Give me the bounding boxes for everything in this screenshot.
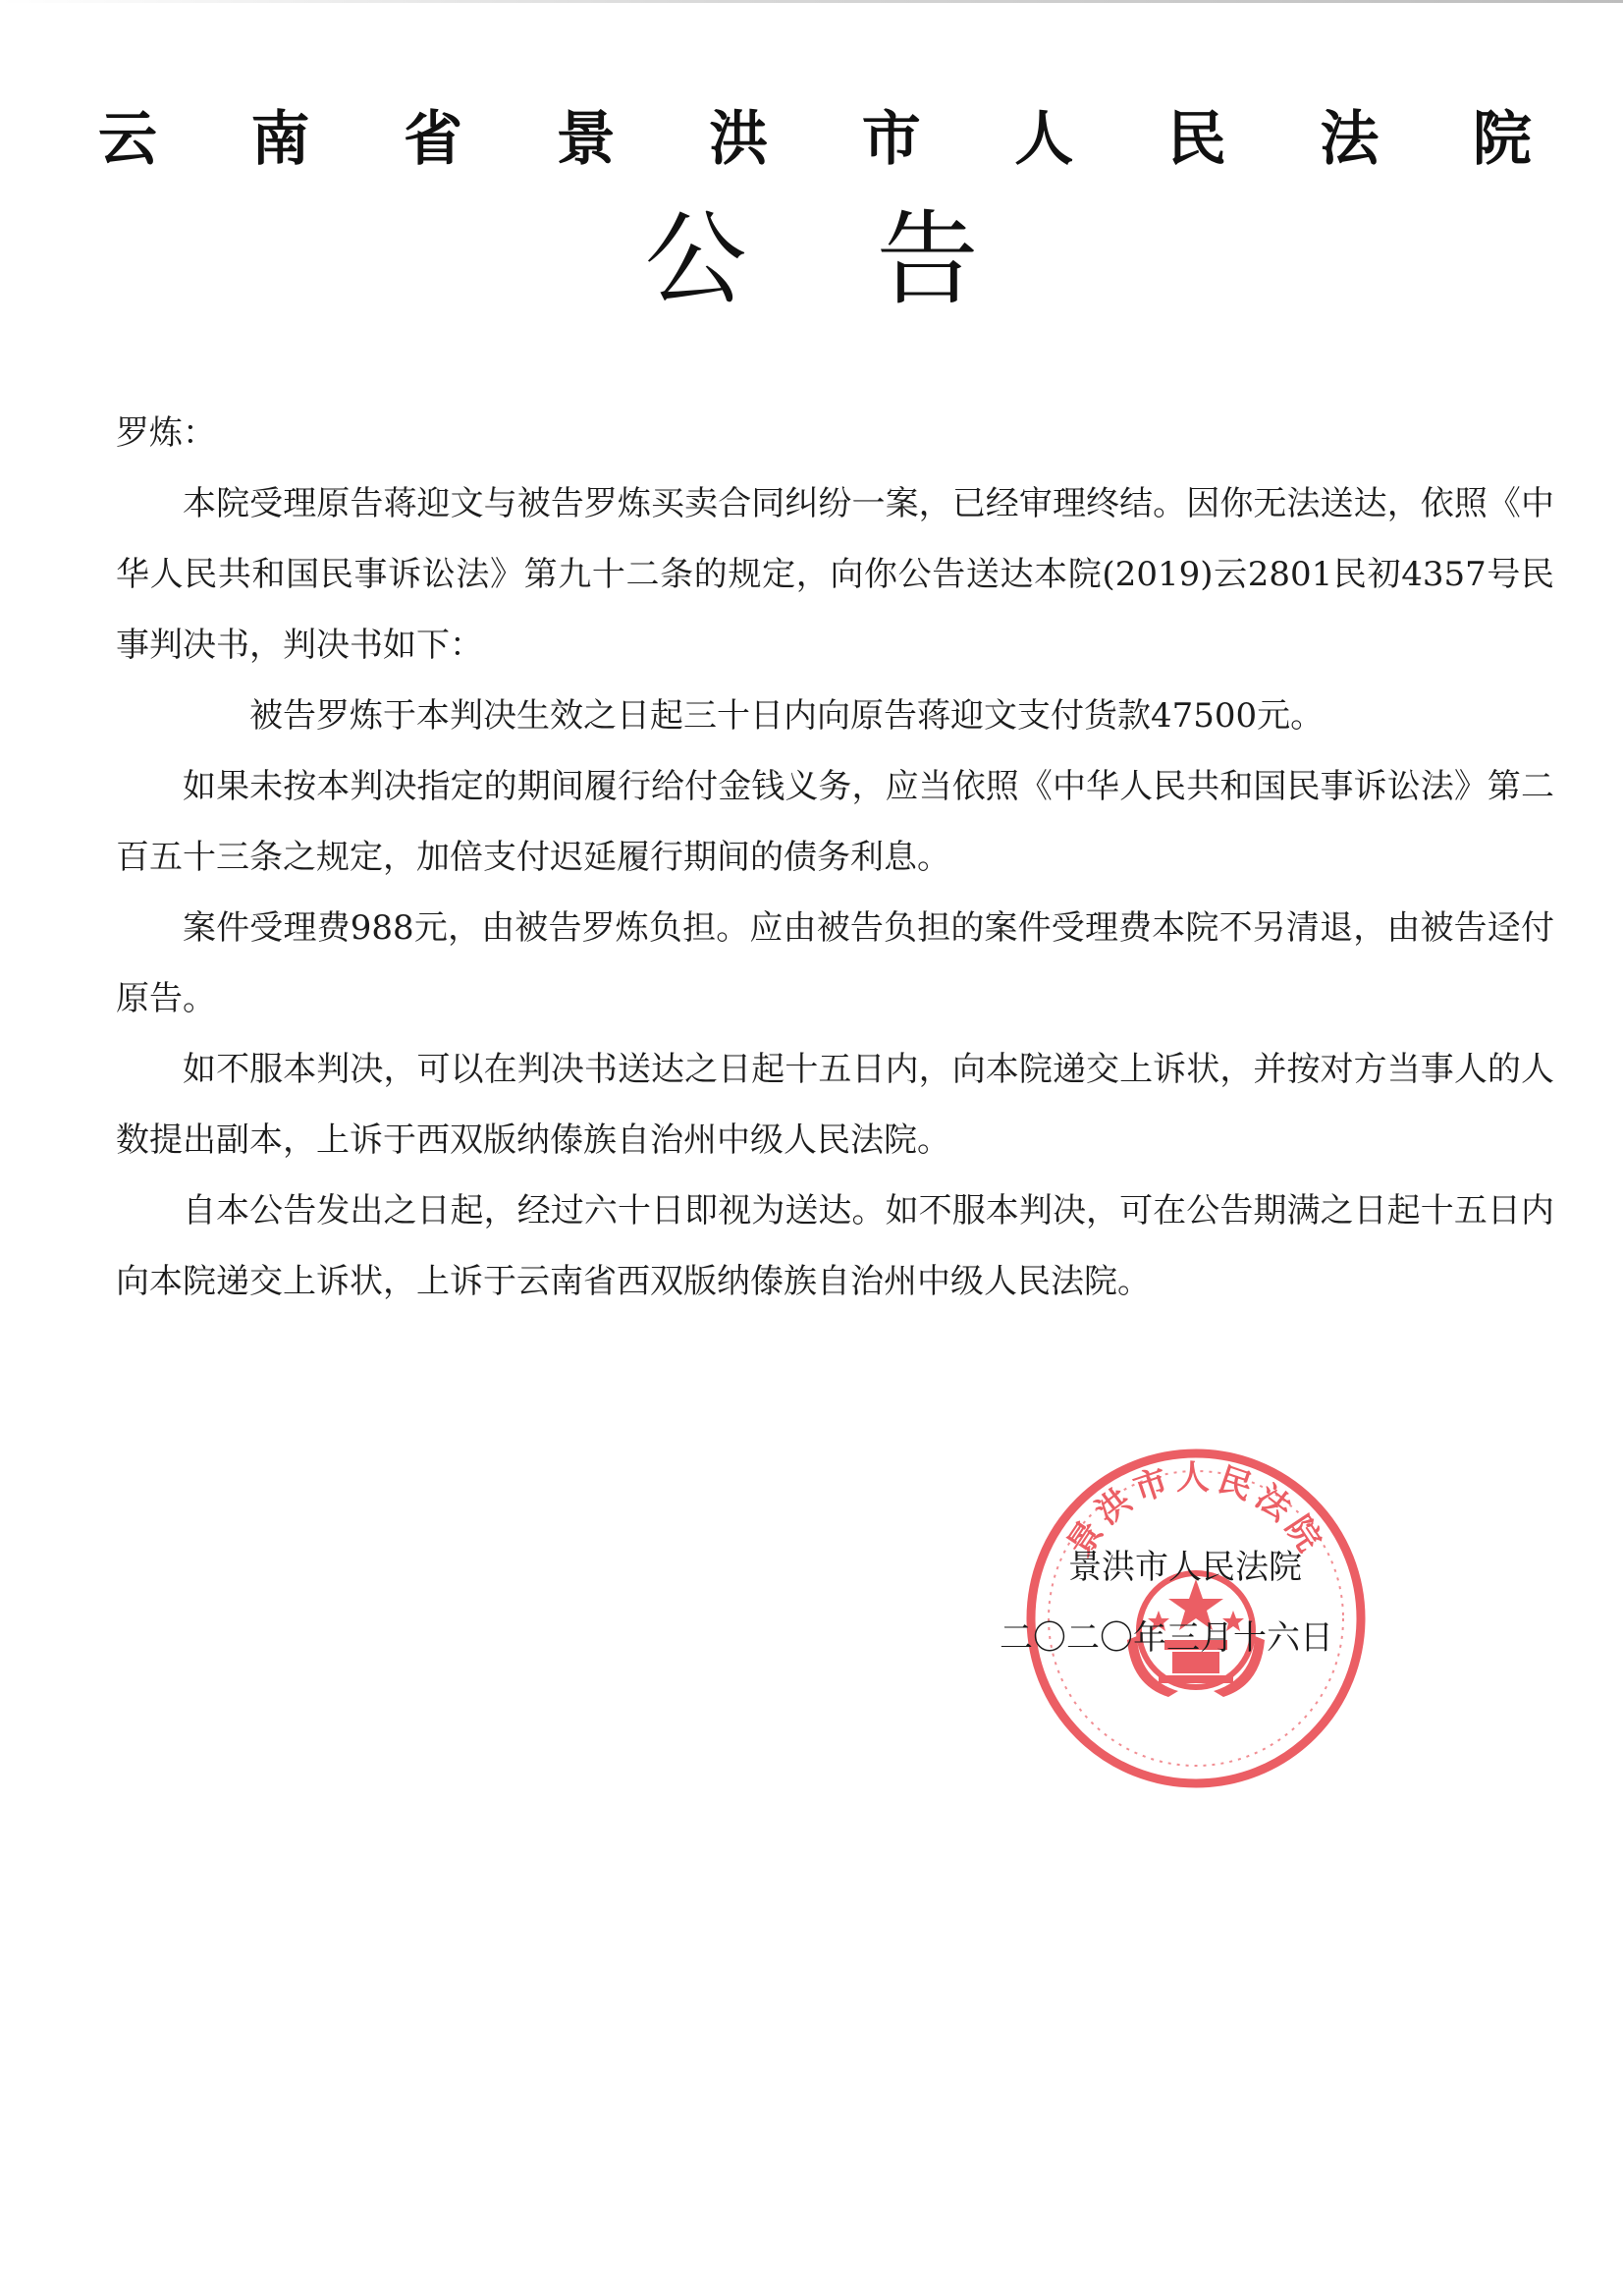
body-paragraph: 如不服本判决，可以在判决书送达之日起十五日内，向本院递交上诉状，并按对方当事人的人数提出副本，上诉于西双版纳傣族自治州中级人民法院。 <box>116 1050 1554 1160</box>
court-name-char: 院 <box>1472 105 1532 174</box>
court-name-char: 南 <box>250 105 310 174</box>
page-top-rule <box>0 0 1623 3</box>
salutation: 罗炼： <box>116 413 216 453</box>
court-name-char: 人 <box>1014 105 1074 174</box>
court-name-char: 法 <box>1320 105 1380 174</box>
seal-text: 景洪市人民法院 <box>1059 1458 1332 1564</box>
court-name-char: 民 <box>1166 105 1226 174</box>
notice-title-char: 公 <box>644 199 747 319</box>
signature-court: 景洪市人民法院 <box>1068 1548 1302 1587</box>
notice-body <box>116 398 1554 1317</box>
court-name-heading <box>98 90 1532 179</box>
judgment-paragraph: 被告罗炼于本判决生效之日起三十日内向原告蒋迎文支付货款47500元。 <box>249 696 1325 736</box>
notice-title-char: 告 <box>876 199 979 319</box>
court-name-char: 云 <box>98 105 157 174</box>
court-name-char: 省 <box>404 105 463 174</box>
signature-block <box>1000 1532 1412 1673</box>
court-name-char: 景 <box>556 105 616 174</box>
notice-title <box>0 177 1623 324</box>
body-paragraph: 自本公告发出之日起，经过六十日即视为送达。如不服本判决，可在公告期满之日起十五日内向本院递交上诉状，上诉于云南省西双版纳傣族自治州中级人民法院。 <box>116 1191 1554 1301</box>
court-name-char: 洪 <box>709 105 769 174</box>
body-paragraph: 案件受理费988元，由被告罗炼负担。应由被告负担的案件受理费本院不另清退，由被告迳付原告。 <box>116 908 1554 1018</box>
body-paragraph: 本院受理原告蒋迎文与被告罗炼买卖合同纠纷一案，已经审理终结。因你无法送达，依照《中华人民共和国民事诉讼法》第九十二条的规定，向你公告送达本院(2019)云2801民初4357号民事判决书，判决书如下： <box>116 484 1554 665</box>
body-paragraph: 如果未按本判决指定的期间履行给付金钱义务，应当依照《中华人民共和国民事诉讼法》第二百五十三条之规定，加倍支付迟延履行期间的债务利息。 <box>116 767 1554 877</box>
court-name-char: 市 <box>861 105 921 174</box>
signature-date: 二〇二〇年三月十六日 <box>1000 1618 1333 1658</box>
